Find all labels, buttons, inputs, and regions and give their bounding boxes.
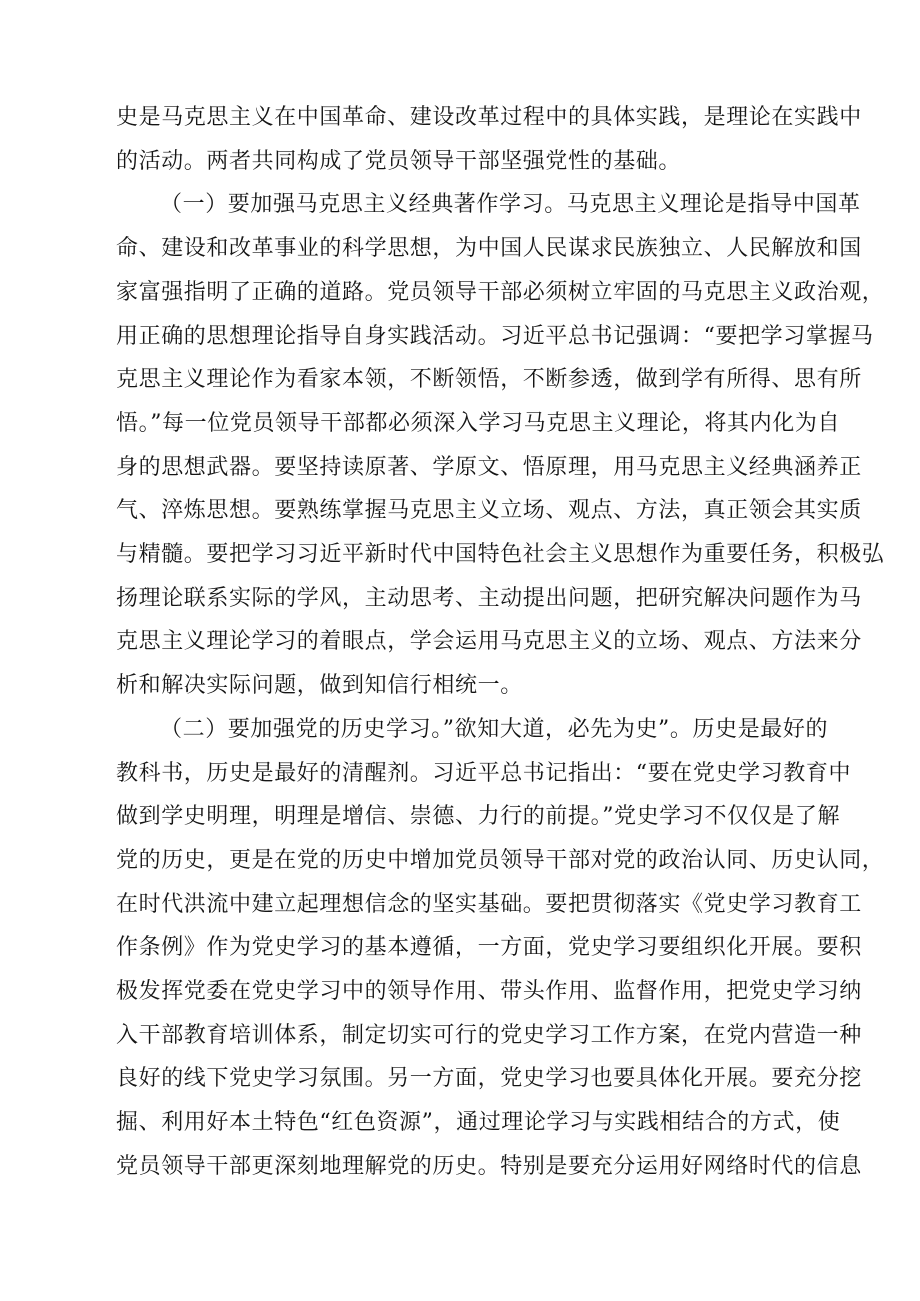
text-line: 作条例》作为党史学习的基本遵循，一方面，党史学习要组织化开展。要积 [116,935,862,961]
text-line: 掘、利用好本土特色“红色资源”，通过理论学习与实践相结合的方式，使 [116,1110,841,1136]
paragraph-party-history-study [116,708,885,1189]
text-line: 党员领导干部更深刻地理解党的历史。特别是要充分运用好网络时代的信息 [116,1153,862,1179]
text-line: 与精髓。要把学习习近平新时代中国特色社会主义思想作为重要任务，积极弘 [116,542,885,568]
paragraph-continuation [116,96,862,183]
text-line: 做到学史明理，明理是增信、崇德、力行的前提。”党史学习不仅仅是了解 [116,804,841,830]
text-line: 悟。”每一位党员领导干部都必须深入学习马克思主义理论，将其内化为自 [116,410,841,436]
text-line: 史是马克思主义在中国革命、建设改革过程中的具体实践，是理论在实践中 [116,105,862,130]
text-line: 良好的线下党史学习氛围。另一方面，党史学习也要具体化开展。要充分挖 [116,1066,862,1092]
text-line: 入干部教育培训体系，制定切实可行的党史学习工作方案，在党内营造一种 [116,1022,862,1048]
text-line: 用正确的思想理论指导自身实践活动。习近平总书记强调：“要把学习掌握马 [116,323,874,349]
text-line: 的活动。两者共同构成了党员领导干部坚强党性的基础。 [116,148,682,174]
text-line: 教科书，历史是最好的清醒剂。习近平总书记指出：“要在党史学习教育中 [116,760,852,786]
text-line: 在时代洪流中建立起理想信念的坚实基础。要把贯彻落实《党史学习教育工 [116,891,862,917]
text-line: 克思主义理论作为看家本领，不断领悟，不断参透，做到学有所得、思有所 [116,367,862,393]
text-line: 扬理论联系实际的学风，主动思考、主动提出问题，把研究解决问题作为马 [116,585,862,611]
text-line: （二）要加强党的历史学习。”欲知大道，必先为史”。历史是最好的 [160,716,829,742]
text-line: 命、建设和改革事业的科学思想，为中国人民谋求民族独立、人民解放和国 [116,236,862,262]
text-line: 身的思想武器。要坚持读原著、学原文、悟原理，用马克思主义经典涵养正 [116,454,862,480]
text-line: 家富强指明了正确的道路。党员领导干部必须树立牢固的马克思主义政治观， [116,279,885,305]
text-line: （一）要加强马克思主义经典著作学习。马克思主义理论是指导中国革 [160,192,861,218]
text-line: 克思主义理论学习的着眼点，学会运用马克思主义的立场、观点、方法来分 [116,629,862,655]
text-line: 极发挥党委在党史学习中的领导作用、带头作用、监督作用，把党史学习纳 [116,979,862,1005]
text-line: 析和解决实际问题，做到知信行相统一。 [116,673,523,699]
paragraph-marxism-study [116,183,885,707]
text-line: 气、淬炼思想。要熟练掌握马克思主义立场、观点、方法，真正领会其实质 [116,498,862,524]
text-line: 党的历史，更是在党的历史中增加党员领导干部对党的政治认同、历史认同， [116,847,885,873]
document-body [116,96,885,1189]
